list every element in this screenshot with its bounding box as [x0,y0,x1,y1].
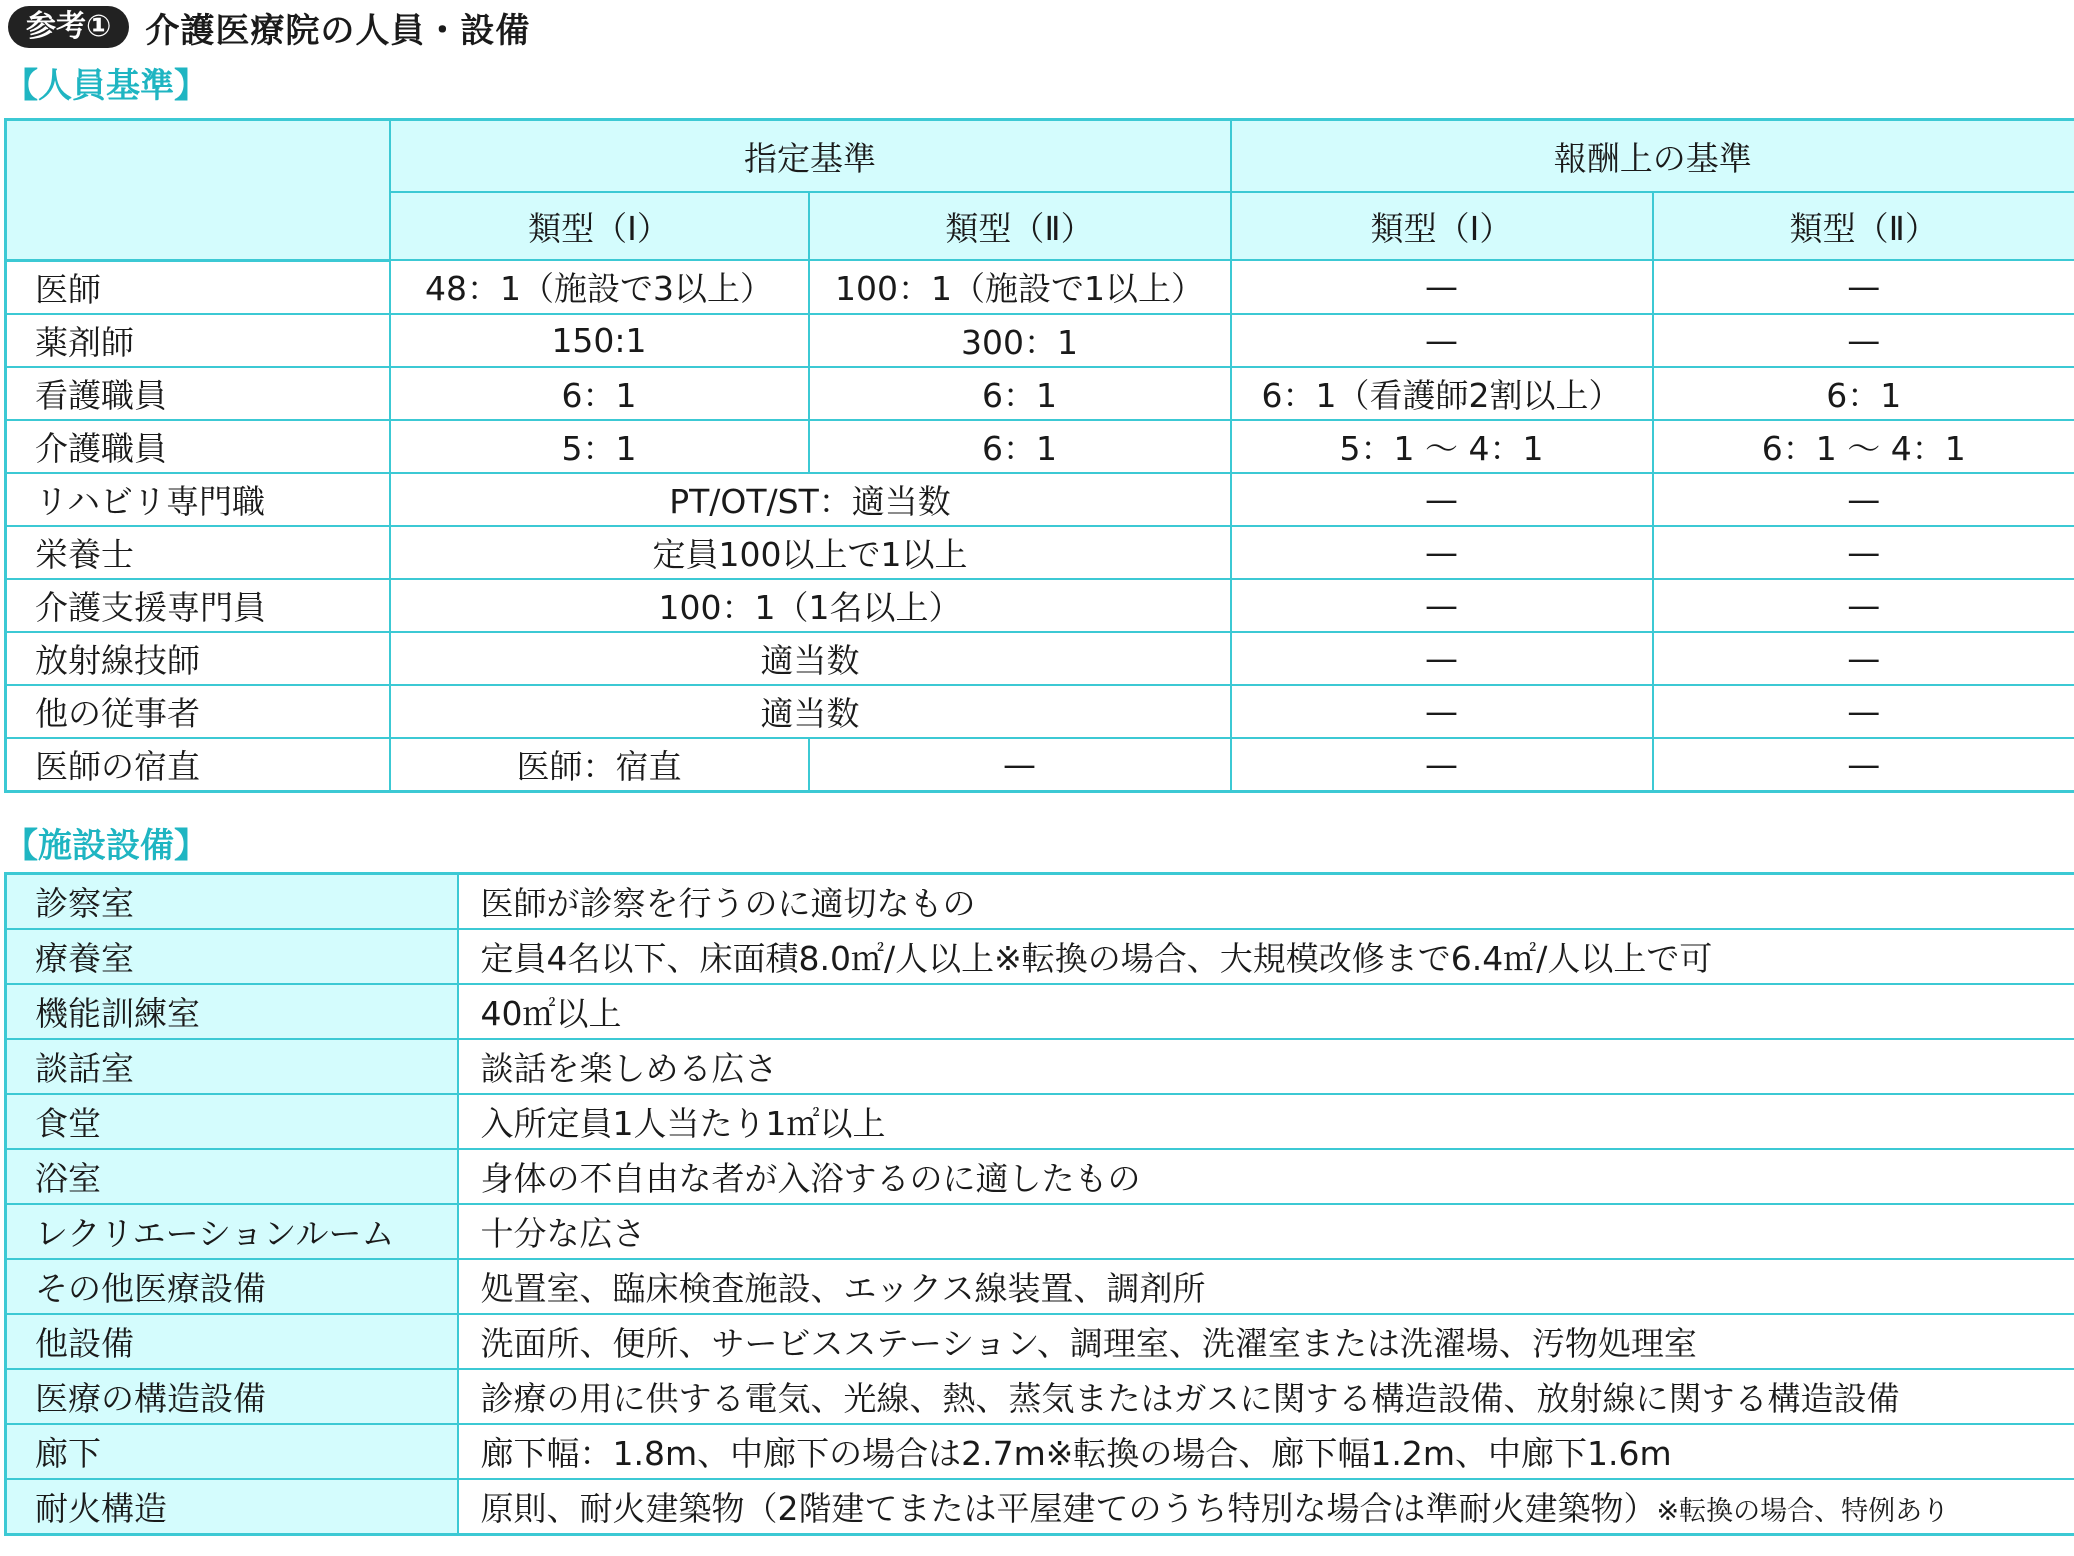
table-cell: — [809,738,1231,792]
table-cell: 48：1（施設で3以上） [390,260,809,314]
table-corner-cell [6,120,390,261]
table-cell: — [1231,685,1653,738]
row-label: 医師の宿直 [6,738,390,792]
row-label: 栄養士 [6,526,390,579]
table-row [6,1149,2074,1204]
facility-value: 40㎡以上 [458,984,2074,1039]
table-cell: — [1653,579,2074,632]
table-row [6,420,2074,473]
table-row [6,1039,2074,1094]
facility-label: 他設備 [6,1314,458,1369]
table-cell: 5：1 〜 4：1 [1231,420,1653,473]
facility-section-label: 【施設設備】 [4,826,208,866]
row-label: 医師 [6,260,390,314]
table-row [6,1204,2074,1259]
table-cell: 6：1 [390,367,809,420]
remuneration-standards-header: 報酬上の基準 [1231,120,2074,193]
table-cell: — [1653,738,2074,792]
table-row [6,1259,2074,1314]
table-cell: 5：1 [390,420,809,473]
table-row [6,929,2074,984]
facility-value: 廊下幅：1.8m、中廊下の場合は2.7m※転換の場合、廊下幅1.2m、中廊下1.6m [458,1424,2074,1479]
table-cell: — [1653,473,2074,526]
table-cell: 医師：宿直 [390,738,809,792]
merged-cell: 適当数 [390,632,1231,685]
table-row [6,1314,2074,1369]
table-row [6,1424,2074,1479]
facility-value: 談話を楽しめる広さ [458,1039,2074,1094]
facility-value: 身体の不自由な者が入浴するのに適したもの [458,1149,2074,1204]
row-label: 薬剤師 [6,314,390,367]
table-row [6,738,2074,792]
table-cell: — [1231,632,1653,685]
table-row [6,314,2074,367]
facility-table [4,872,2074,1536]
facility-label: 診察室 [6,874,458,930]
designated-standards-header: 指定基準 [390,120,1231,193]
table-cell: 100：1（施設で1以上） [809,260,1231,314]
table-cell: 6：1 〜 4：1 [1653,420,2074,473]
sub-header-type1: 類型（Ⅰ） [390,192,809,260]
facility-value: 定員4名以下、床面積8.0㎡/人以上※転換の場合、大規模改修まで6.4㎡/人以上で可 [458,929,2074,984]
facility-value: 処置室、臨床検査施設、エックス線装置、調剤所 [458,1259,2074,1314]
sub-header-type2: 類型（Ⅱ） [1653,192,2074,260]
merged-cell: 適当数 [390,685,1231,738]
page-heading [8,4,530,50]
table-row [6,1369,2074,1424]
table-row [6,473,2074,526]
facility-label: 機能訓練室 [6,984,458,1039]
table-cell: — [1653,685,2074,738]
table-cell: 6：1 [809,420,1231,473]
merged-cell: 定員100以上で1以上 [390,526,1231,579]
facility-value: 入所定員1人当たり1㎡以上 [458,1094,2074,1149]
facility-label: 食堂 [6,1094,458,1149]
table-cell: — [1653,632,2074,685]
table-cell: — [1231,579,1653,632]
facility-value: 原則、耐火建築物（2階建てまたは平屋建てのうち特別な場合は準耐火建築物） [480,1489,1657,1528]
table-cell: — [1231,526,1653,579]
table-row [6,984,2074,1039]
table-cell: 6：1（看護師2割以上） [1231,367,1653,420]
table-row [6,1479,2074,1535]
sub-header-type1: 類型（Ⅰ） [1231,192,1653,260]
table-row [6,526,2074,579]
table-row [6,685,2074,738]
table-cell: — [1653,314,2074,367]
facility-label: 廊下 [6,1424,458,1479]
facility-note: ※転換の場合、特例あり [1656,1496,1950,1527]
facility-value: 医師が診察を行うのに適切なもの [458,874,2074,930]
table-cell: 6：1 [809,367,1231,420]
facility-label: レクリエーションルーム [6,1204,458,1259]
staff-standards-table [4,118,2074,793]
staff-section-label: 【人員基準】 [4,66,208,106]
table-row [6,260,2074,314]
facility-value: 十分な広さ [458,1204,2074,1259]
row-label: 介護職員 [6,420,390,473]
sub-header-type2: 類型（Ⅱ） [809,192,1231,260]
table-cell: 150:1 [390,314,809,367]
table-cell: 6：1 [1653,367,2074,420]
table-row [6,632,2074,685]
table-cell: — [1231,314,1653,367]
table-row [6,579,2074,632]
row-label: リハビリ専門職 [6,473,390,526]
table-cell: — [1653,260,2074,314]
table-cell: — [1231,738,1653,792]
merged-cell: PT/OT/ST：適当数 [390,473,1231,526]
table-cell: — [1231,473,1653,526]
facility-value: 洗面所、便所、サービスステーション、調理室、洗濯室または洗濯場、汚物処理室 [458,1314,2074,1369]
facility-label: 医療の構造設備 [6,1369,458,1424]
row-label: 看護職員 [6,367,390,420]
table-cell: — [1653,526,2074,579]
table-cell: 300：1 [809,314,1231,367]
reference-badge: 参考① [8,6,129,48]
facility-value: 診療の用に供する電気、光線、熱、蒸気またはガスに関する構造設備、放射線に関する構造設備 [458,1369,2074,1424]
table-row [6,874,2074,930]
facility-label: 談話室 [6,1039,458,1094]
table-row [6,1094,2074,1149]
table-row [6,367,2074,420]
facility-label: 耐火構造 [6,1479,458,1535]
facility-label: 療養室 [6,929,458,984]
facility-label: その他医療設備 [6,1259,458,1314]
row-label: 他の従事者 [6,685,390,738]
facility-value-cell [458,1479,2074,1535]
page-title: 介護医療院の人員・設備 [145,10,531,51]
row-label: 介護支援専門員 [6,579,390,632]
row-label: 放射線技師 [6,632,390,685]
table-cell: — [1231,260,1653,314]
facility-label: 浴室 [6,1149,458,1204]
merged-cell: 100：1（1名以上） [390,579,1231,632]
